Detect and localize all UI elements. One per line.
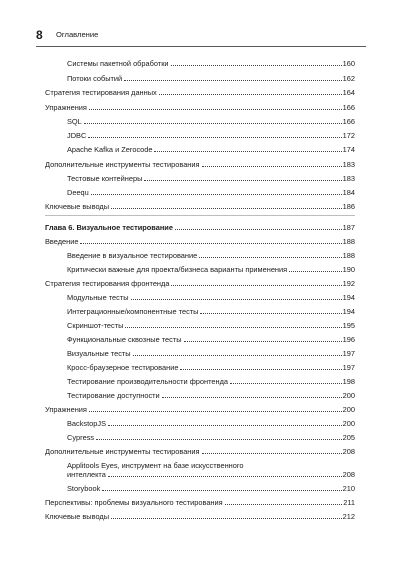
- header-divider: [36, 46, 366, 47]
- dot-leader: [230, 382, 342, 384]
- toc-entry[interactable]: [67, 321, 355, 330]
- toc-entry-multiline[interactable]: [67, 461, 355, 479]
- dot-leader: [171, 64, 342, 66]
- toc-entry-page: 211: [343, 498, 355, 507]
- toc-entry[interactable]: [67, 391, 355, 400]
- toc-entry-label: Функциональные сквозные тесты: [67, 335, 182, 344]
- toc-chapter-entry[interactable]: [45, 223, 355, 232]
- toc-entry-label: Упражнения: [45, 405, 87, 414]
- toc-entry-page: 200: [342, 405, 355, 414]
- dot-leader: [89, 410, 342, 412]
- dot-leader: [96, 438, 342, 440]
- toc-entry-label: Введение в визуальное тестирование: [67, 251, 198, 260]
- toc-entry-page: 166: [342, 117, 355, 126]
- toc-entry[interactable]: [45, 202, 355, 211]
- dot-leader: [111, 207, 342, 209]
- toc-entry[interactable]: [67, 74, 355, 83]
- dot-leader: [124, 79, 341, 81]
- dot-leader: [108, 424, 342, 426]
- toc-entry-page: 164: [342, 88, 355, 97]
- toc-entry-page: 210: [342, 484, 355, 493]
- toc-entry[interactable]: [67, 363, 355, 372]
- toc-entry-label: Кросс-браузерное тестирование: [67, 363, 179, 372]
- toc-entry-label: Ключевые выводы: [45, 512, 110, 521]
- toc-entry-page: 192: [342, 279, 355, 288]
- toc-entry[interactable]: [67, 59, 355, 68]
- toc-entry[interactable]: [67, 377, 355, 386]
- toc-entry-page: 160: [342, 59, 355, 68]
- dot-leader: [171, 284, 341, 286]
- toc-entry-page: 196: [342, 335, 355, 344]
- toc-entry-label: Потоки событий: [67, 74, 123, 83]
- toc-entry-page: 184: [342, 188, 355, 197]
- toc-entry-label: Storybook: [67, 484, 101, 493]
- toc-entry[interactable]: [45, 279, 355, 288]
- toc-entry-page: 194: [342, 293, 355, 302]
- toc-entry-label: Перспективы: проблемы визуального тестирования: [45, 498, 223, 507]
- toc-entry-page: 183: [342, 174, 355, 183]
- dot-leader: [133, 354, 342, 356]
- toc-entry-page: 190: [342, 265, 355, 274]
- dot-leader: [184, 340, 342, 342]
- toc-entry[interactable]: [45, 498, 355, 507]
- toc-entry-label-line1: Applitools Eyes, инструмент на базе искусственного: [67, 461, 244, 470]
- toc-entry-label: Критически важные для проекта/бизнеса варианты применения: [67, 265, 288, 274]
- toc-entry[interactable]: [67, 131, 355, 140]
- toc-entry-label: Ключевые выводы: [45, 202, 110, 211]
- toc-entry[interactable]: [67, 349, 355, 358]
- dot-leader: [91, 193, 342, 195]
- toc-entry-label: Тестирование доступности: [67, 391, 160, 400]
- toc-entry-page: 208: [342, 447, 355, 456]
- toc-entry-page: 187: [342, 223, 355, 232]
- dot-leader: [154, 150, 341, 152]
- toc-entry-page: 186: [342, 202, 355, 211]
- toc-entry-label: SQL: [67, 117, 82, 126]
- header-title: Оглавление: [56, 30, 99, 39]
- toc-entry-page: 174: [342, 145, 355, 154]
- dot-leader: [199, 256, 341, 258]
- toc-entry-label: Тестовые контейнеры: [67, 174, 143, 183]
- dot-leader: [202, 165, 342, 167]
- toc-entry-page: 208: [342, 470, 355, 479]
- toc-entry-page: 200: [342, 419, 355, 428]
- toc-entry[interactable]: [67, 484, 355, 493]
- toc-entry-page: 205: [342, 433, 355, 442]
- toc-entry-page: 194: [342, 307, 355, 316]
- toc-entry-label: Упражнения: [45, 103, 87, 112]
- dot-leader: [131, 298, 342, 300]
- toc-entry-label: JDBC: [67, 131, 87, 140]
- toc-entry[interactable]: [45, 88, 355, 97]
- dot-leader: [289, 270, 342, 272]
- toc-entry[interactable]: [45, 160, 355, 169]
- toc-entry-page: 188: [342, 237, 355, 246]
- toc-entry[interactable]: [67, 265, 355, 274]
- toc-entry-page: 198: [342, 377, 355, 386]
- toc-entry-page: 212: [342, 512, 355, 521]
- toc-entry[interactable]: [45, 103, 355, 112]
- toc-entry-label: Визуальные тесты: [67, 349, 131, 358]
- dot-leader: [200, 312, 341, 314]
- toc-chapter-label: Глава 6. Визуальное тестирование: [45, 223, 173, 232]
- toc-entry-label: Дополнительные инструменты тестирования: [45, 160, 200, 169]
- dot-leader: [125, 326, 341, 328]
- toc-entry-label: Введение: [45, 237, 79, 246]
- page-number: 8: [36, 28, 43, 42]
- toc-entry-label: Системы пакетной обработки: [67, 59, 169, 68]
- toc-entry[interactable]: [67, 188, 355, 197]
- toc-entry[interactable]: [67, 335, 355, 344]
- toc-entry-page: 200: [342, 391, 355, 400]
- toc-entry-page: 166: [342, 103, 355, 112]
- toc-entry-label: Скриншот-тесты: [67, 321, 124, 330]
- toc-entry[interactable]: [67, 307, 355, 316]
- toc-entry-label: Deequ: [67, 188, 89, 197]
- dot-leader: [80, 242, 341, 244]
- toc-entry[interactable]: [67, 145, 355, 154]
- dot-leader: [89, 108, 342, 110]
- toc-entry-label: Apache Kafka и Zerocode: [67, 145, 153, 154]
- dot-leader: [102, 489, 341, 491]
- chapter-divider: [45, 215, 355, 216]
- dot-leader: [175, 228, 342, 230]
- toc-entry-label: Стратегия тестирования фронтенда: [45, 279, 170, 288]
- toc-entry-label: Cypress: [67, 433, 95, 442]
- toc-entry-label: Тестирование производительности фронтенда: [67, 377, 229, 386]
- toc-entry[interactable]: [45, 405, 355, 414]
- toc-entry-page: 195: [342, 321, 355, 330]
- toc-entry[interactable]: [67, 251, 355, 260]
- dot-leader: [162, 396, 342, 398]
- dot-leader: [225, 503, 343, 505]
- toc-entry-page: 197: [342, 349, 355, 358]
- toc-entry-page: 188: [342, 251, 355, 260]
- toc-entry-label-line2: интеллекта: [67, 470, 106, 479]
- toc-entry-page: 162: [342, 74, 355, 83]
- dot-leader: [202, 452, 342, 454]
- toc-entry[interactable]: [67, 419, 355, 428]
- toc-entry-label: Модульные тесты: [67, 293, 129, 302]
- toc-entry-label: Интеграционные/компонентные тесты: [67, 307, 199, 316]
- toc-entry[interactable]: [67, 293, 355, 302]
- toc-entry-page: 183: [342, 160, 355, 169]
- toc-entry-label: BackstopJS: [67, 419, 107, 428]
- dot-leader: [88, 136, 341, 138]
- toc-entry-label: Стратегия тестирования данных: [45, 88, 157, 97]
- dot-leader: [144, 179, 341, 181]
- toc-entry[interactable]: [67, 433, 355, 442]
- toc-entry-label: Дополнительные инструменты тестирования: [45, 447, 200, 456]
- toc-entry[interactable]: [67, 117, 355, 126]
- toc-entry[interactable]: [67, 174, 355, 183]
- toc-entry-page: 172: [342, 131, 355, 140]
- page-header: [36, 28, 366, 44]
- toc-entry[interactable]: [45, 237, 355, 246]
- toc-entry-page: 197: [342, 363, 355, 372]
- dot-leader: [159, 93, 342, 95]
- dot-leader: [84, 122, 342, 124]
- dot-leader: [108, 475, 342, 477]
- toc-entry[interactable]: [45, 447, 355, 456]
- dot-leader: [180, 368, 341, 370]
- toc-entry[interactable]: [45, 512, 355, 521]
- dot-leader: [111, 517, 342, 519]
